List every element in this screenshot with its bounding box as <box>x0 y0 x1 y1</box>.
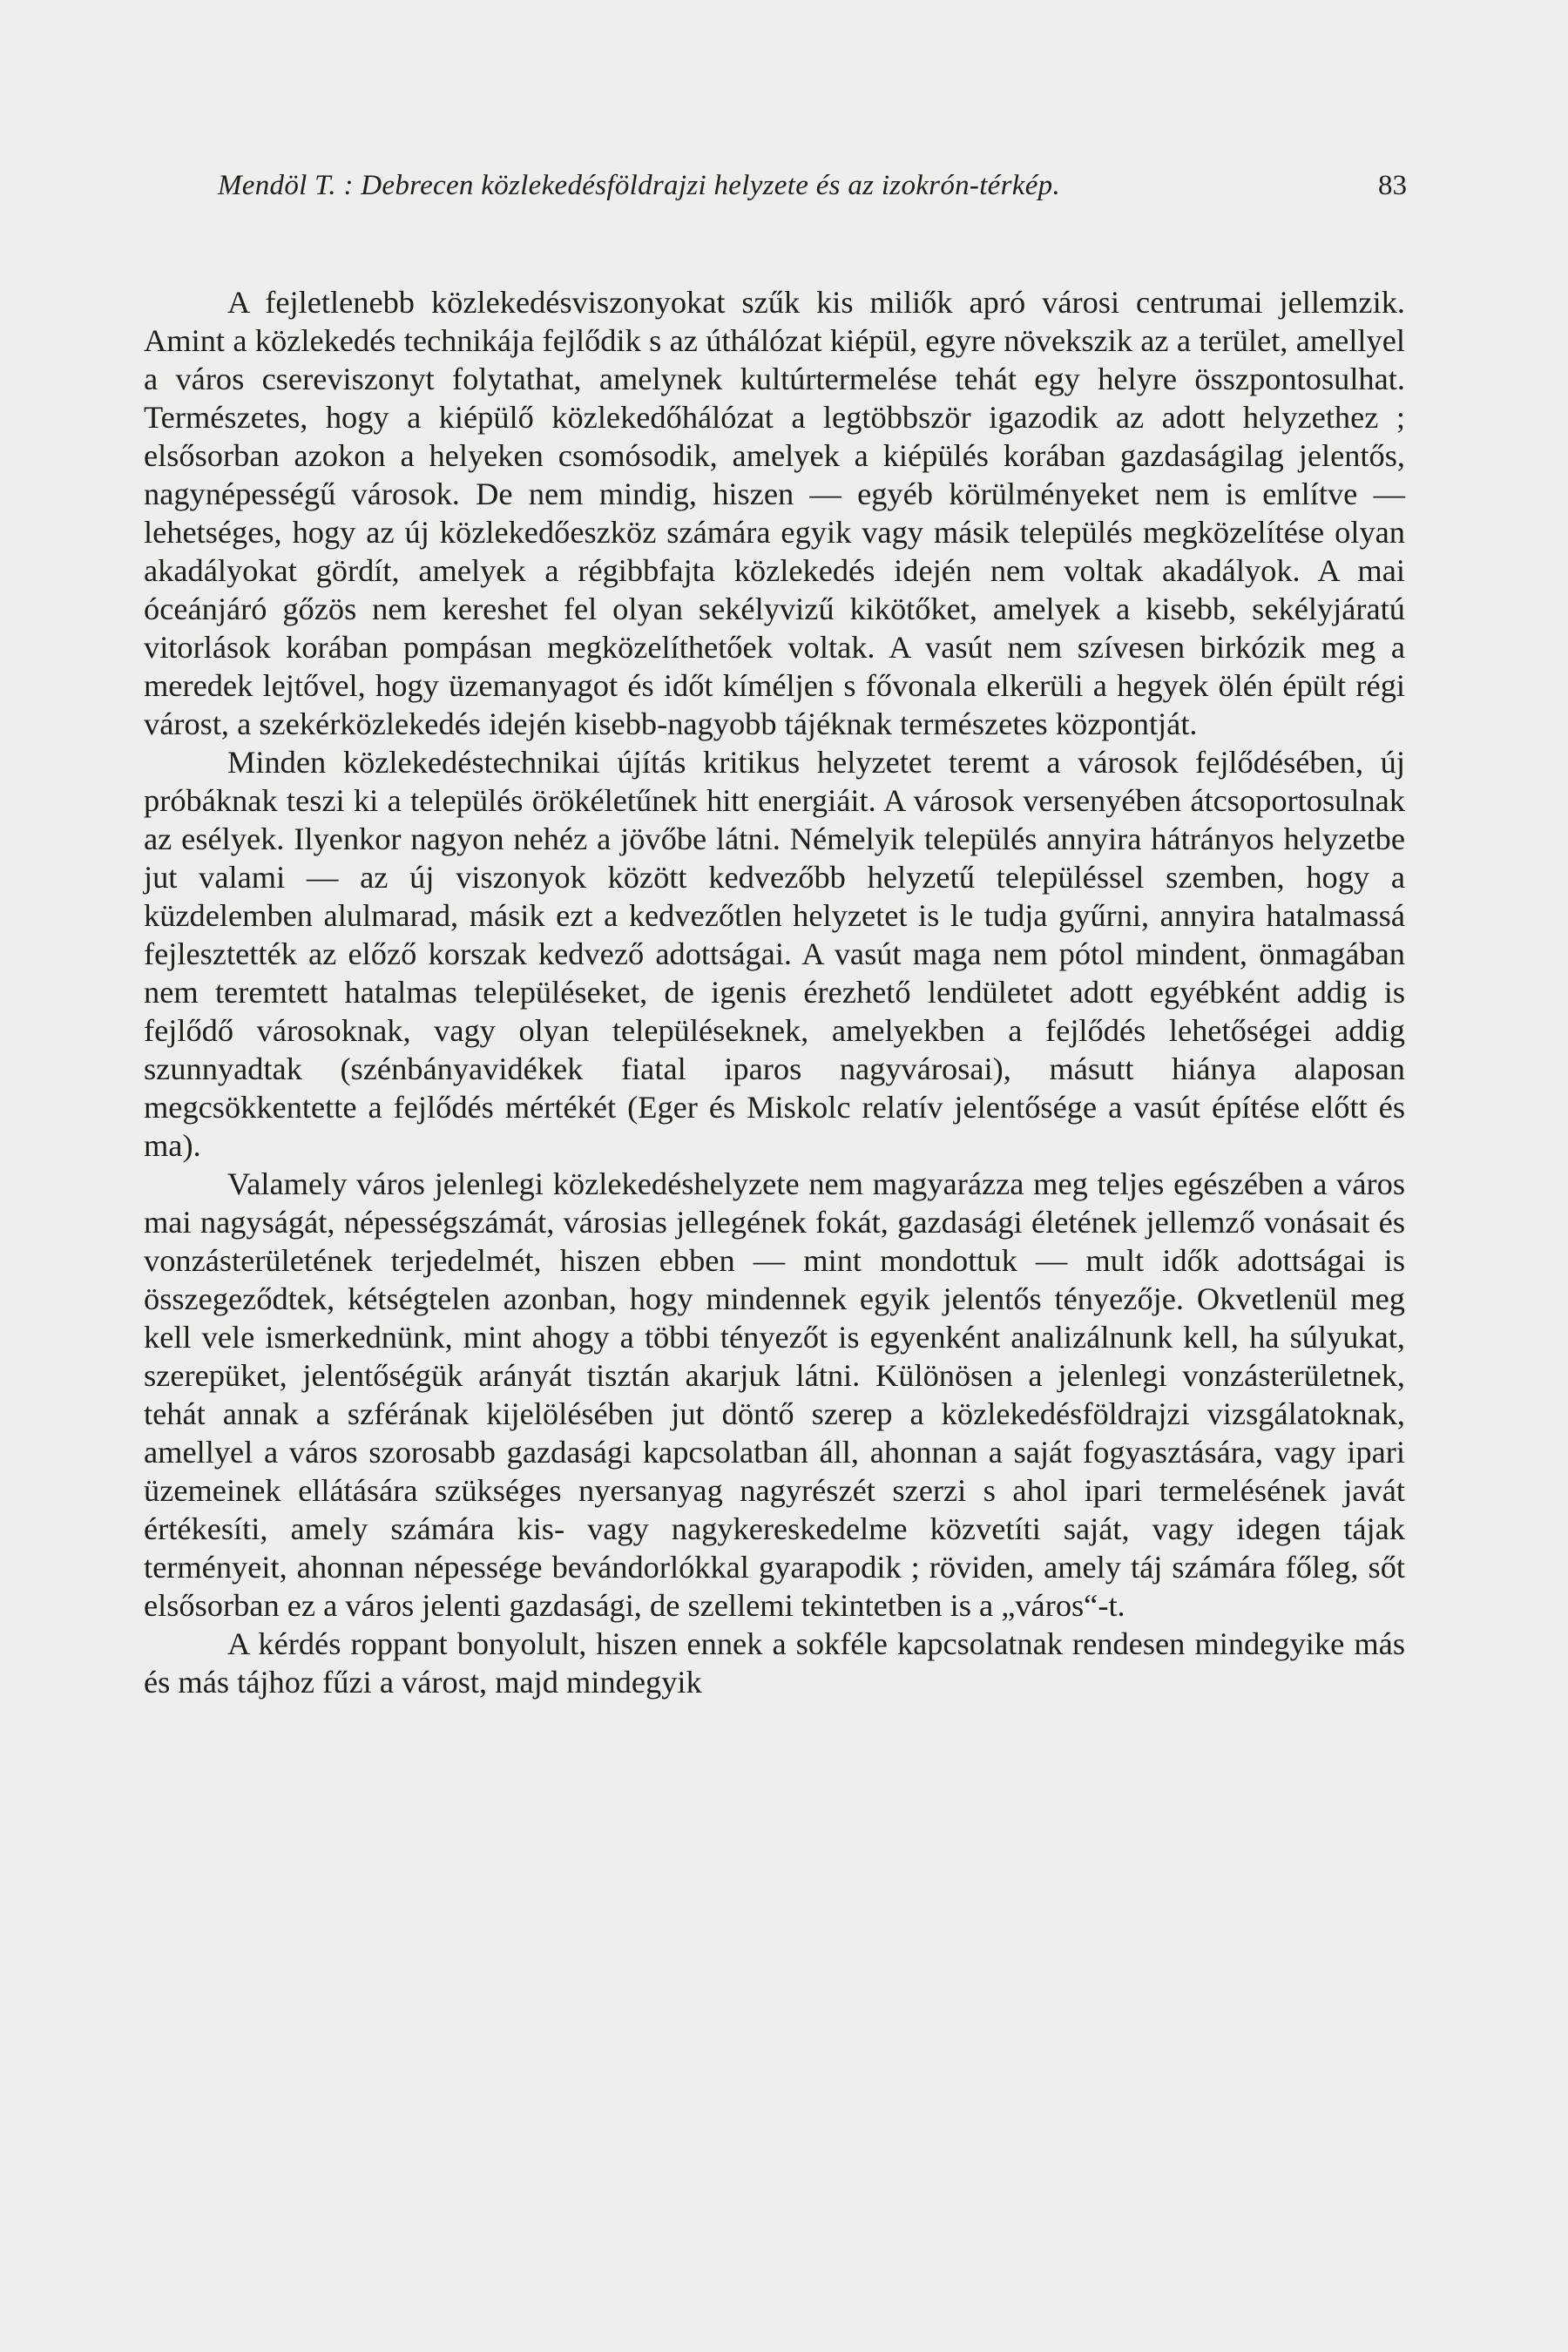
paragraph: Minden közlekedéstechnikai újítás kritikus helyzetet teremt a városok fejlődésében, új próbáknak teszi ki a település örökéletűnek hitt energiáit. A városok versenyében átcsoportosulnak az esélyek. Ilyenkor nagyon nehéz a jövőbe látni. Némelyik település annyira hátrányos helyzetbe jut valami — az új viszonyok között kedvezőbb helyzetű településsel szemben, hogy a küzdelemben alulmarad, másik ezt a kedvezőtlen helyzetet is le tudja gyűrni, annyira hatalmassá fejlesztették az előző korszak kedvező adottságai. A vasút maga nem pótol mindent, önmagában nem teremtett hatalmas településeket, de igenis érezhető lendületet adott egyébként addig is fejlődő városoknak, vagy olyan településeknek, amelyekben a fejlődés lehetőségei addig szunnyadtak (szénbányavidékek fiatal iparos nagyvárosai), másutt hiánya alaposan megcsökkentette a fejlődés mértékét (Eger és Miskolc relatív jelentősége a vasút építése előtt és ma). <box>144 745 1405 1163</box>
paragraph: Valamely város jelenlegi közlekedéshelyzete nem magyarázza meg teljes egészében a város mai nagyságát, népességszámát, városias jellegének fokát, gazdasági életének jellemző vonásait és vonzásterületének terjedelmét, hiszen ebben — mint mondottuk — mult idők adottságai is összegeződtek, kétségtelen azonban, hogy mindennek egyik jelentős tényezője. Okvetlenül meg kell vele ismerkednünk, mint ahogy a többi tényezőt is egyenként analizálnunk kell, ha súlyukat, szerepüket, jelentőségük arányát tisztán akarjuk látni. Különösen a jelenlegi vonzásterületnek, tehát annak a szférának kijelölésében jut döntő szerep a közlekedésföldrajzi vizsgálatoknak, amellyel a város szorosabb gazdasági kapcsolatban áll, ahonnan a saját fogyasztására, vagy ipari üzemeinek ellátására szükséges nyersanyag nagyrészét szerzi s ahol ipari termelésének javát értékesíti, amely számára kis- vagy nagykereskedelme közvetíti saját, vagy idegen tájak terményeit, ahonnan népessége bevándorlókkal gyarapodik ; röviden, amely táj számára főleg, sőt elsősorban ez a város jelenti gazdasági, de szellemi tekintetben is a „város“-t. <box>144 1166 1405 1623</box>
body-text <box>144 283 1405 1701</box>
running-title: Mendöl T. : Debrecen közlekedésföldrajzi helyzete és az izokrón-térkép. <box>218 170 1061 201</box>
paragraph: A kérdés roppant bonyolult, hiszen ennek a sokféle kapcsolatnak rendesen mindegyike más és más tájhoz fűzi a várost, majd mindegyik <box>144 1626 1405 1700</box>
paragraph: A fejletlenebb közlekedésviszonyokat szűk kis miliők apró városi centrumai jellemzik. Amint a közlekedés technikája fejlődik s az úthálózat kiépül, egyre növekszik az a terület, amellyel a város csereviszonyt folytathat, amelynek kultúrtermelése tehát egy helyre összpontosulhat. Természetes, hogy a kiépülő közlekedőhálózat a legtöbbször igazodik az adott helyzethez ; elsősorban azokon a helyeken csomósodik, amelyek a kiépülés korában gazdaságilag jelentős, nagynépességű városok. De nem mindig, hiszen — egyéb körülményeket nem is említve — lehetséges, hogy az új közlekedőeszköz számára egyik vagy másik település megközelítése olyan akadályokat gördít, amelyek a régibbfajta közlekedés idején nem voltak akadályok. A mai óceánjáró gőzös nem kereshet fel olyan sekélyvizű kikötőket, amelyek a kisebb, sekélyjáratú vitorlások korában pompásan megközelíthetőek voltak. A vasút nem szívesen birkózik meg a meredek lejtővel, hogy üzemanyagot és időt kíméljen s fővonala elkerüli a hegyek ölén épült régi várost, a szekérközlekedés idején kisebb-nagyobb tájéknak természetes központját. <box>144 285 1405 741</box>
running-header <box>218 166 1407 206</box>
page-number: 83 <box>1378 170 1407 201</box>
